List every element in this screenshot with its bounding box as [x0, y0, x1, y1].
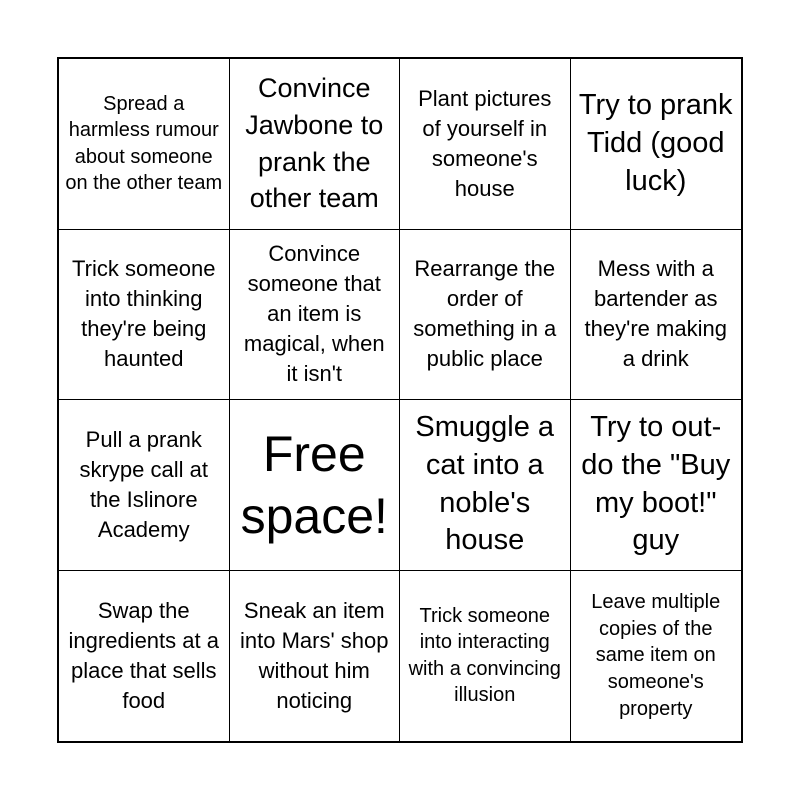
bingo-cell-text: Convince Jawbone to prank the other team	[245, 73, 384, 214]
bingo-cell-text: Free space!	[240, 425, 388, 544]
bingo-cell-text: Smuggle a cat into a noble's house	[415, 411, 555, 557]
bingo-cell-text: Swap the ingredients at a place that sells food	[68, 597, 219, 713]
bingo-cell-magical-item[interactable]	[230, 230, 401, 401]
bingo-cell-swap-ingredients[interactable]	[59, 571, 230, 742]
bingo-cell-illusion[interactable]	[400, 571, 571, 742]
bingo-cell-text: Mess with a bartender as they're making a drink	[584, 256, 727, 372]
bingo-cell-text: Plant pictures of yourself in someone's house	[418, 85, 552, 201]
bingo-cell-smuggle-cat[interactable]	[400, 400, 571, 571]
bingo-cell-bartender[interactable]	[571, 230, 742, 401]
bingo-cell-text: Leave multiple copies of the same item on someone's property	[591, 591, 721, 720]
bingo-cell-text: Sneak an item into Mars' shop without him noticing	[240, 597, 389, 713]
bingo-cell-convince-jawbone[interactable]	[230, 59, 401, 230]
bingo-cell-plant-pictures[interactable]	[400, 59, 571, 230]
bingo-cell-mars-shop[interactable]	[230, 571, 401, 742]
bingo-cell-text: Pull a prank skrype call at the Islinore Academy	[79, 426, 208, 542]
bingo-cell-free-space[interactable]	[230, 400, 401, 571]
bingo-cell-text: Try to prank Tidd (good luck)	[578, 89, 733, 197]
bingo-board	[57, 57, 743, 743]
bingo-cell-multiple-copies[interactable]	[571, 571, 742, 742]
bingo-cell-text: Rearrange the order of something in a public place	[413, 256, 557, 372]
bingo-cell-buy-my-boot[interactable]	[571, 400, 742, 571]
bingo-cell-spread-rumour[interactable]	[59, 59, 230, 230]
bingo-cell-haunted[interactable]	[59, 230, 230, 401]
bingo-cell-text: Spread a harmless rumour about someone on the other team	[65, 92, 223, 195]
bingo-cell-text: Convince someone that an item is magical, when it isn't	[243, 241, 385, 387]
bingo-cell-skrype-call[interactable]	[59, 400, 230, 571]
bingo-cell-text: Try to out-do the "Buy my boot!" guy	[581, 411, 731, 557]
bingo-cell-text: Trick someone into interacting with a convincing illusion	[408, 604, 561, 707]
bingo-cell-prank-tidd[interactable]	[571, 59, 742, 230]
bingo-cell-rearrange[interactable]	[400, 230, 571, 401]
bingo-cell-text: Trick someone into thinking they're being haunted	[72, 256, 216, 372]
